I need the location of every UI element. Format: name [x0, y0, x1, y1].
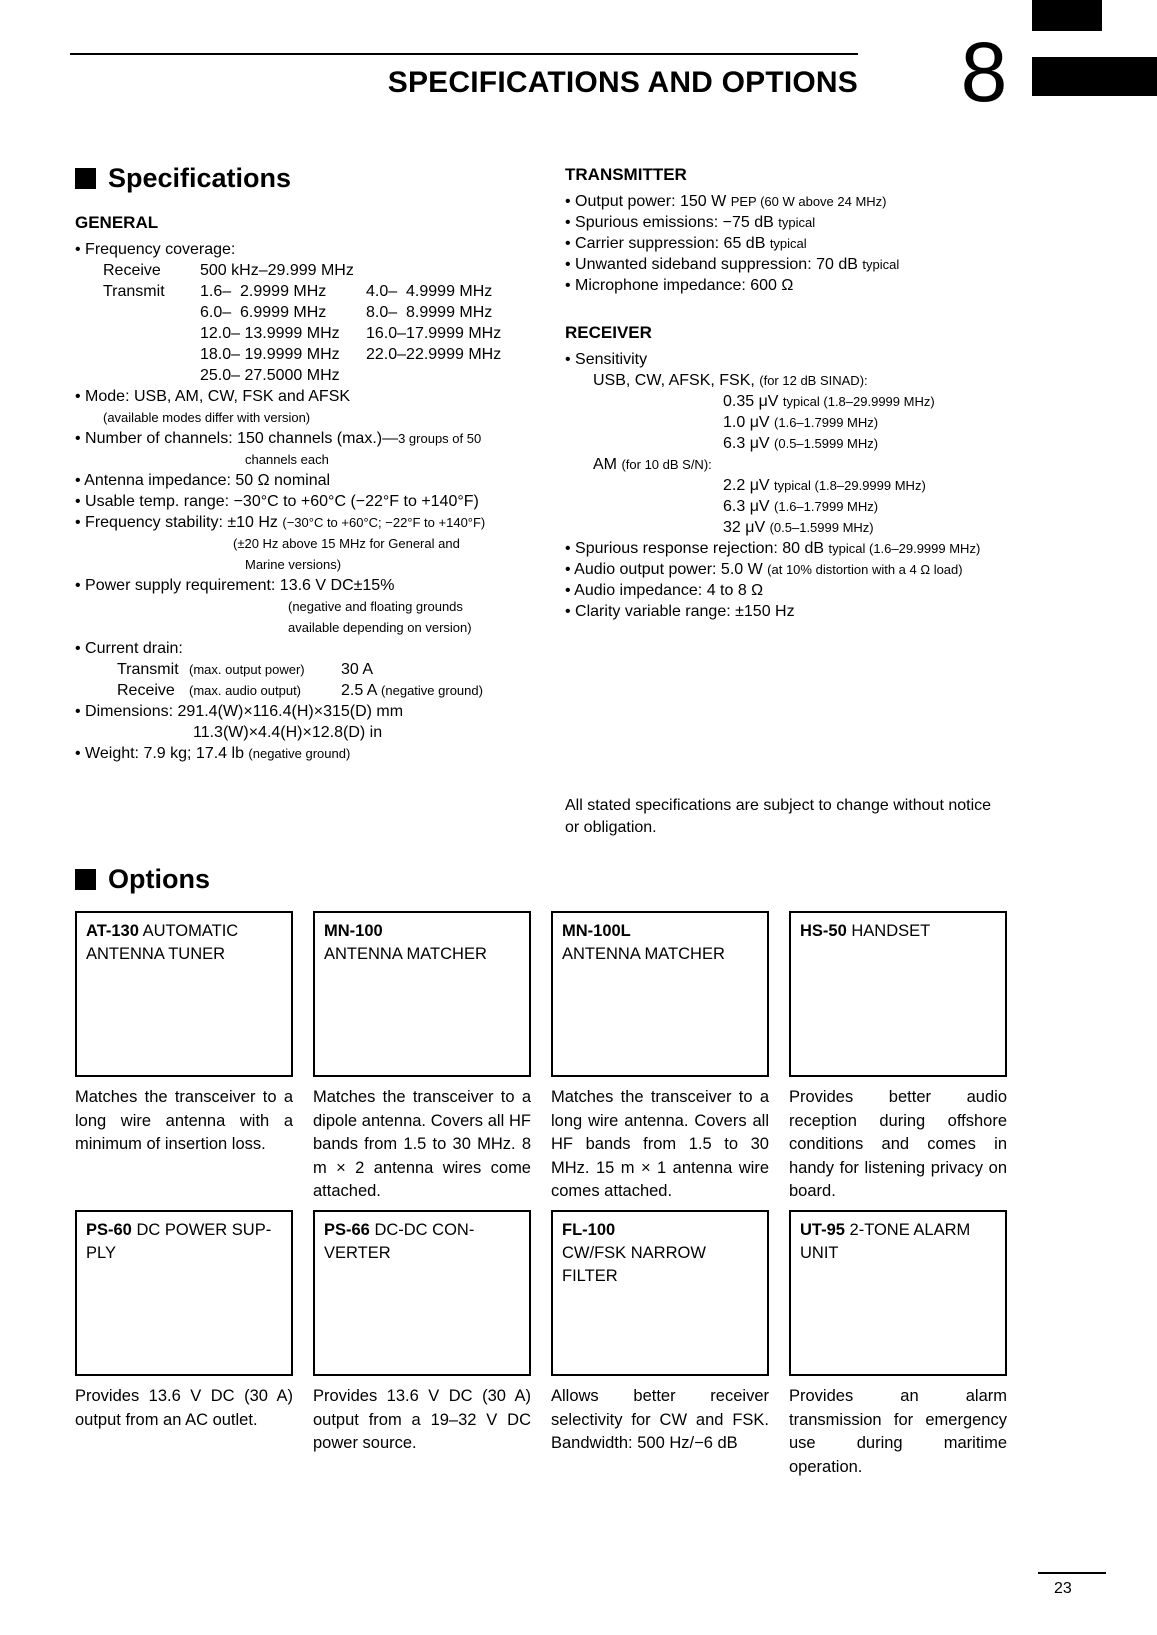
- text-segment: • Weight: 7.9 kg; 17.4 lb: [75, 745, 249, 762]
- text-segment: 32 μV: [723, 519, 770, 536]
- text-segment: (negative and floating grounds: [288, 599, 463, 614]
- option-mn100l: [551, 911, 769, 1210]
- text-segment: (negative ground): [248, 746, 351, 761]
- text-segment: typical (1.6–29.9999 MHz): [828, 541, 981, 556]
- text-line: [565, 538, 1040, 559]
- text-segment: (available modes differ with version): [103, 410, 311, 425]
- text-line: [324, 1242, 520, 1265]
- text-segment: • Microphone impedance: 600 Ω: [565, 277, 794, 294]
- text-line: [75, 260, 563, 281]
- option-description: Provides better audio reception during offshore conditions and comes in handy for listening privacy on board.: [789, 1088, 1007, 1200]
- text-line: [75, 554, 563, 575]
- text-segment: (−30°C to +60°C; −22°F to +140°F): [282, 515, 486, 530]
- text-line: [75, 449, 563, 470]
- text-segment: MN-100: [324, 922, 383, 940]
- text-line: [565, 817, 1040, 839]
- text-segment: 30 A: [341, 661, 374, 678]
- text-segment: FL-100: [562, 1221, 616, 1239]
- text-line: [75, 680, 563, 701]
- text-line: [565, 349, 1040, 370]
- text-line: [75, 533, 563, 554]
- text-line: [565, 391, 1040, 412]
- text-line: [324, 943, 520, 966]
- text-line: [562, 1242, 758, 1288]
- text-line: [75, 302, 563, 323]
- text-line: [75, 365, 563, 386]
- text-line: [565, 580, 1040, 601]
- text-segment: (at 10% distortion with a 4 Ω load): [767, 562, 963, 577]
- option-box: [789, 911, 1007, 1077]
- text-line: [75, 743, 563, 764]
- text-segment: 6.0– 6.9999 MHz: [200, 304, 327, 321]
- option-description: Matches the transceiver to a long wire antenna with a minimum of insertion loss.: [75, 1088, 293, 1153]
- text-line: [562, 943, 758, 966]
- text-line: [86, 1242, 282, 1265]
- text-line: [75, 281, 563, 302]
- text-segment: • Output power: 150 W: [565, 193, 731, 210]
- option-title: [324, 1219, 520, 1265]
- text-segment: • Dimensions: 291.4(W)×116.4(H)×315(D) mm: [75, 703, 404, 720]
- text-segment: • Unwanted sideband suppression: 70 dB: [565, 256, 863, 273]
- text-line: [75, 617, 563, 638]
- text-segment: typical: [862, 257, 900, 272]
- text-segment: (0.5–1.5999 MHz): [769, 520, 874, 535]
- text-line: [800, 1219, 996, 1265]
- option-hs50: [789, 911, 1007, 1210]
- text-segment: typical (1.8–29.9999 MHz): [782, 394, 935, 409]
- text-line: [75, 659, 563, 680]
- text-segment: • Audio output power: 5.0 W: [565, 561, 768, 578]
- text-segment: • Power supply requirement: 13.6 V DC±15%: [75, 577, 395, 594]
- options-heading-label: Options: [108, 864, 210, 894]
- text-segment: • Spurious emissions: −75 dB: [565, 214, 779, 231]
- text-segment: • Sensitivity: [565, 351, 648, 368]
- text-line: [565, 191, 1040, 212]
- text-segment: PS-60: [86, 1221, 132, 1239]
- text-segment: PS-66: [324, 1221, 370, 1239]
- text-segment: AM: [593, 456, 622, 473]
- text-segment: ANTENNA MATCHER: [324, 945, 487, 963]
- option-box: [313, 1210, 531, 1376]
- text-segment: (±20 Hz above 15 MHz for General and: [233, 536, 460, 551]
- text-line: [75, 596, 563, 617]
- text-segment: • Frequency coverage:: [75, 241, 236, 258]
- text-line: [565, 496, 1040, 517]
- page-footer: [1038, 1572, 1106, 1598]
- text-segment: All stated specifications are subject to change without notice: [565, 797, 992, 814]
- specifications-heading-label: Specifications: [108, 163, 292, 193]
- option-box: [789, 1210, 1007, 1376]
- text-segment: 0.35 μV: [723, 393, 783, 410]
- text-segment: AT-130: [86, 922, 139, 940]
- text-segment: 1.6– 2.9999 MHz: [200, 283, 327, 300]
- text-segment: CW/FSK NARROW FILTER: [562, 1244, 706, 1285]
- text-segment: • Number of channels: 150 channels (max.)—: [75, 430, 399, 447]
- text-segment: 16.0–17.9999 MHz: [366, 325, 502, 342]
- text-line: [75, 470, 563, 491]
- option-ps60: [75, 1210, 293, 1509]
- text-line: [562, 1219, 758, 1242]
- text-segment: ANTENNA TUNER: [86, 945, 226, 963]
- text-line: [565, 795, 1040, 817]
- text-segment: 500 kHz–29.999 MHz: [200, 262, 354, 279]
- text-line: [75, 407, 563, 428]
- chapter-number: 8: [960, 25, 1008, 119]
- option-box: [551, 911, 769, 1077]
- text-segment: Marine versions): [245, 557, 342, 572]
- text-segment: • Audio impedance: 4 to 8 Ω: [565, 582, 764, 599]
- text-segment: 4.0– 4.9999 MHz: [366, 283, 493, 300]
- text-line: [86, 943, 282, 966]
- change-notice: [565, 795, 1040, 839]
- text-line: [75, 575, 563, 596]
- text-segment: • Clarity variable range: ±150 Hz: [565, 603, 795, 620]
- text-segment: (max. audio output): [189, 683, 302, 698]
- spec-column-left: [75, 213, 563, 764]
- text-segment: • Mode: USB, AM, CW, FSK and AFSK: [75, 388, 351, 405]
- option-description: Provides 13.6 V DC (30 A) output from a 19–32 V DC power source.: [313, 1387, 531, 1452]
- text-line: [75, 638, 563, 659]
- text-line: [75, 323, 563, 344]
- text-segment: • Current drain:: [75, 640, 183, 657]
- option-description: Matches the transceiver to a dipole antenna. Covers all HF bands from 1.5 to 30 MHz. 8 m × 2 antenna wires come attached.: [313, 1088, 531, 1200]
- text-line: [565, 601, 1040, 622]
- text-segment: • Spurious response rejection: 80 dB: [565, 540, 829, 557]
- text-segment: Receive: [103, 262, 161, 279]
- text-segment: PLY: [86, 1244, 116, 1262]
- option-description: Allows better receiver selectivity for CW and FSK. Bandwidth: 500 Hz/−6 dB: [551, 1387, 769, 1452]
- text-line: [75, 239, 563, 260]
- option-ps66: [313, 1210, 531, 1509]
- text-line: [324, 1219, 520, 1242]
- text-segment: USB, CW, AFSK, FSK,: [593, 372, 760, 389]
- text-line: [565, 454, 1040, 475]
- text-line: [565, 370, 1040, 391]
- text-segment: Receive: [117, 682, 180, 699]
- text-line: [75, 428, 563, 449]
- text-segment: 25.0– 27.5000 MHz: [200, 367, 340, 384]
- section-marker-icon: [75, 168, 96, 189]
- transmitter-heading: TRANSMITTER: [565, 165, 687, 184]
- text-line: [565, 254, 1040, 275]
- text-segment: • Frequency stability: ±10 Hz: [75, 514, 283, 531]
- text-line: [75, 386, 563, 407]
- specifications-heading: [75, 163, 291, 194]
- option-title: [86, 1219, 282, 1265]
- footer-rule: [1038, 1572, 1106, 1574]
- text-segment: 12.0– 13.9999 MHz: [200, 325, 340, 342]
- spec-column-right: [565, 165, 1040, 622]
- option-description: Matches the transceiver to a long wire antenna. Covers all HF bands from 1.5 to 30 MHz. 15 m × 1 antenna wire comes attached.: [551, 1088, 769, 1200]
- text-segment: 2.2 μV: [723, 477, 775, 494]
- text-segment: DC-DC CON-: [369, 1221, 475, 1239]
- text-line: [75, 722, 563, 743]
- text-segment: (1.6–1.7999 MHz): [774, 499, 879, 514]
- text-segment: 1.0 μV: [723, 414, 775, 431]
- text-line: [562, 920, 758, 943]
- text-segment: typical: [778, 215, 816, 230]
- options-heading: [75, 864, 210, 895]
- text-segment: 6.3 μV: [723, 435, 775, 452]
- text-line: [86, 920, 282, 943]
- option-title: [324, 920, 520, 966]
- general-heading: GENERAL: [75, 213, 159, 232]
- option-mn100: [313, 911, 531, 1210]
- text-segment: (1.6–1.7999 MHz): [774, 415, 879, 430]
- text-segment: PEP (60 W above 24 MHz): [730, 194, 887, 209]
- text-segment: 6.3 μV: [723, 498, 775, 515]
- text-segment: (for 10 dB S/N):: [621, 457, 712, 472]
- option-title: [562, 1219, 758, 1288]
- text-line: [75, 344, 563, 365]
- option-description: Provides an alarm transmission for emergency use during maritime operation.: [789, 1387, 1007, 1476]
- page-title: SPECIFICATIONS AND OPTIONS: [387, 66, 858, 99]
- option-box: [313, 911, 531, 1077]
- header-block-bottom: [1032, 57, 1157, 96]
- option-fl100: [551, 1210, 769, 1509]
- text-line: [800, 920, 996, 943]
- text-segment: HANDSET: [846, 922, 931, 940]
- text-line: [565, 559, 1040, 580]
- option-box: [75, 1210, 293, 1376]
- transmitter-lines: [565, 191, 1040, 296]
- text-line: [75, 701, 563, 722]
- page-number: 23: [1054, 1580, 1072, 1597]
- text-segment: channels each: [245, 452, 329, 467]
- text-segment: (max. output power): [189, 662, 305, 677]
- text-line: [565, 433, 1040, 454]
- receiver-heading: RECEIVER: [565, 323, 652, 342]
- option-at130: [75, 911, 293, 1210]
- text-segment: 2.5 A: [341, 682, 382, 699]
- text-line: [75, 512, 563, 533]
- option-ut95: [789, 1210, 1007, 1509]
- text-segment: 3 groups of 50: [398, 431, 482, 446]
- text-line: [86, 1219, 282, 1242]
- text-segment: Transmit: [103, 283, 165, 300]
- text-segment: • Carrier suppression: 65 dB: [565, 235, 770, 252]
- text-line: [565, 212, 1040, 233]
- option-title: [562, 920, 758, 966]
- text-segment: DC POWER SUP-: [131, 1221, 272, 1239]
- title-rule: [70, 53, 858, 55]
- text-segment: VERTER: [324, 1244, 391, 1262]
- text-segment: 11.3(W)×4.4(H)×12.8(D) in: [193, 724, 383, 741]
- text-line: [565, 517, 1040, 538]
- option-title: [86, 920, 282, 966]
- text-segment: MN-100L: [562, 922, 631, 940]
- header-block-top: [1032, 0, 1102, 31]
- text-segment: or obligation.: [565, 819, 657, 836]
- option-title: [800, 1219, 996, 1265]
- text-segment: 8.0– 8.9999 MHz: [366, 304, 493, 321]
- text-segment: typical: [769, 236, 807, 251]
- text-segment: typical (1.8–29.9999 MHz): [774, 478, 926, 493]
- receiver-lines: [565, 349, 1040, 622]
- text-segment: Transmit: [117, 661, 184, 678]
- option-box: [551, 1210, 769, 1376]
- text-segment: • Antenna impedance: 50 Ω nominal: [75, 472, 331, 489]
- text-segment: available depending on version): [288, 620, 472, 635]
- text-segment: 18.0– 19.9999 MHz: [200, 346, 340, 363]
- text-line: [565, 475, 1040, 496]
- text-segment: ANTENNA MATCHER: [562, 945, 725, 963]
- option-box: [75, 911, 293, 1077]
- text-segment: • Usable temp. range: −30°C to +60°C (−22°F to +140°F): [75, 493, 479, 510]
- text-segment: UT-95: [800, 1221, 845, 1239]
- text-line: [324, 920, 520, 943]
- text-segment: (negative ground): [381, 683, 483, 698]
- text-segment: HS-50: [800, 922, 847, 940]
- options-grid: [75, 911, 1008, 1509]
- text-segment: (for 12 dB SINAD):: [759, 373, 868, 388]
- option-description: Provides 13.6 V DC (30 A) output from an AC outlet.: [75, 1387, 293, 1429]
- section-marker-icon: [75, 869, 96, 890]
- text-line: [565, 275, 1040, 296]
- text-line: [565, 412, 1040, 433]
- text-line: [565, 233, 1040, 254]
- text-segment: 2-TONE ALARM UNIT: [800, 1221, 971, 1262]
- general-lines: [75, 239, 563, 764]
- text-segment: 22.0–22.9999 MHz: [366, 346, 502, 363]
- text-segment: (0.5–1.5999 MHz): [774, 436, 879, 451]
- text-segment: AUTOMATIC: [138, 922, 239, 940]
- option-title: [800, 920, 996, 943]
- text-line: [75, 491, 563, 512]
